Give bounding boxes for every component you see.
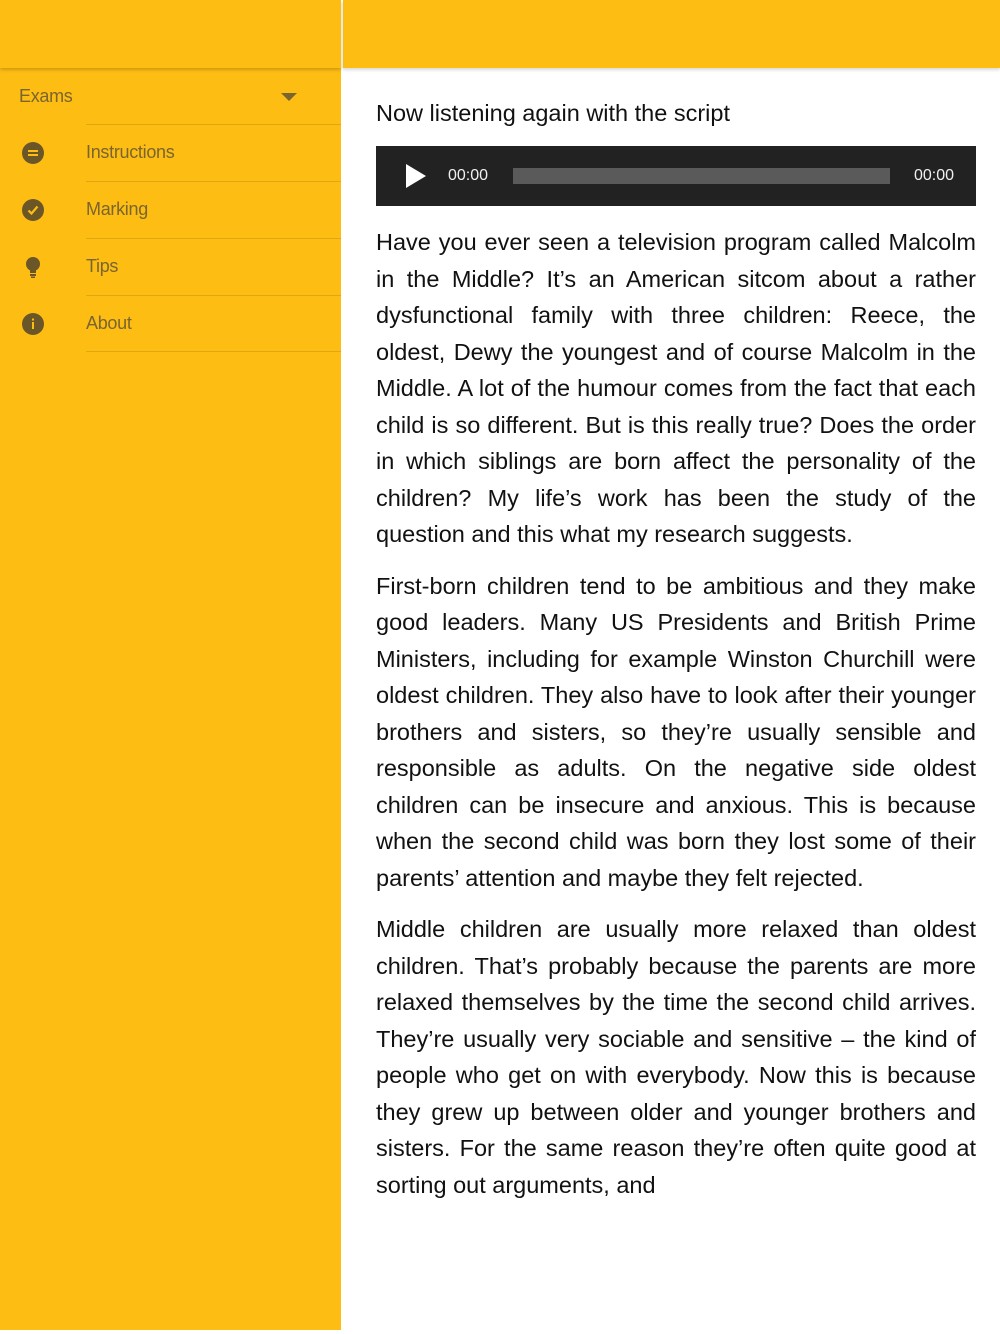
sidebar-item-label: Instructions (86, 142, 175, 162)
caret-down-icon (281, 93, 297, 101)
sidebar-item-tips[interactable] (0, 238, 341, 295)
script-paragraph: Have you ever seen a television program called Malcolm in the Middle? It’s an American sitcom about a rather dysfunctional family with three children: Reece, the oldest, Dewy the youngest and of course Malcolm in the Middle. A lot of the humour comes from the fact that each child is so different. But is this really true? Does the order in which siblings are born affect the personality of the children? My life’s work has been the study of the question and this what my research suggests. (376, 229, 976, 547)
page-title: Now listening again with the script (376, 100, 730, 126)
sidebar-item-label: Tips (86, 256, 119, 276)
main-content (376, 70, 976, 1267)
audio-player (376, 146, 976, 206)
sidebar-item-label: Marking (86, 199, 148, 219)
play-icon[interactable] (406, 164, 426, 188)
info-circle-icon (21, 312, 45, 336)
sidebar-header (0, 0, 341, 68)
audio-progress-bar[interactable] (513, 168, 890, 184)
script-paragraph: Middle children are usually more relaxed than oldest children. That’s probably because the parents are more relaxed themselves by the time the second child arrives. They’re usually very sociable and sensitive – the kind of people who get on with everybody. Now this is because they grew up between older and younger brothers and sisters. For the same reason they’re often quite good at sorting out arguments, and (376, 916, 976, 1198)
top-app-bar (343, 0, 1000, 68)
sidebar-item-label: About (86, 313, 132, 333)
lightbulb-icon (21, 255, 45, 279)
current-time: 00:00 (448, 167, 489, 184)
exams-menu-toggle[interactable] (0, 68, 341, 124)
script-text (376, 224, 976, 1203)
sidebar-item-about[interactable] (0, 295, 341, 352)
sidebar (0, 0, 341, 1330)
exams-menu (0, 68, 341, 352)
exams-menu-label: Exams (19, 85, 73, 106)
sidebar-item-marking[interactable] (0, 181, 341, 238)
panel-divider (341, 0, 343, 1334)
duration-time: 00:00 (913, 167, 954, 184)
sidebar-item-instructions[interactable] (0, 124, 341, 181)
list-circle-icon (21, 141, 45, 165)
script-paragraph: First-born children tend to be ambitious and they make good leaders. Many US Presidents and British Prime Ministers, including for example Winston Churchill were oldest children. They also have to look after their younger brothers and sisters, so they’re usually sensible and responsible as adults. On the negative side oldest children can be insecure and anxious. This is because when the second child was born they lost some of their parents’ attention and maybe they felt rejected. (376, 572, 976, 891)
check-circle-icon (21, 198, 45, 222)
